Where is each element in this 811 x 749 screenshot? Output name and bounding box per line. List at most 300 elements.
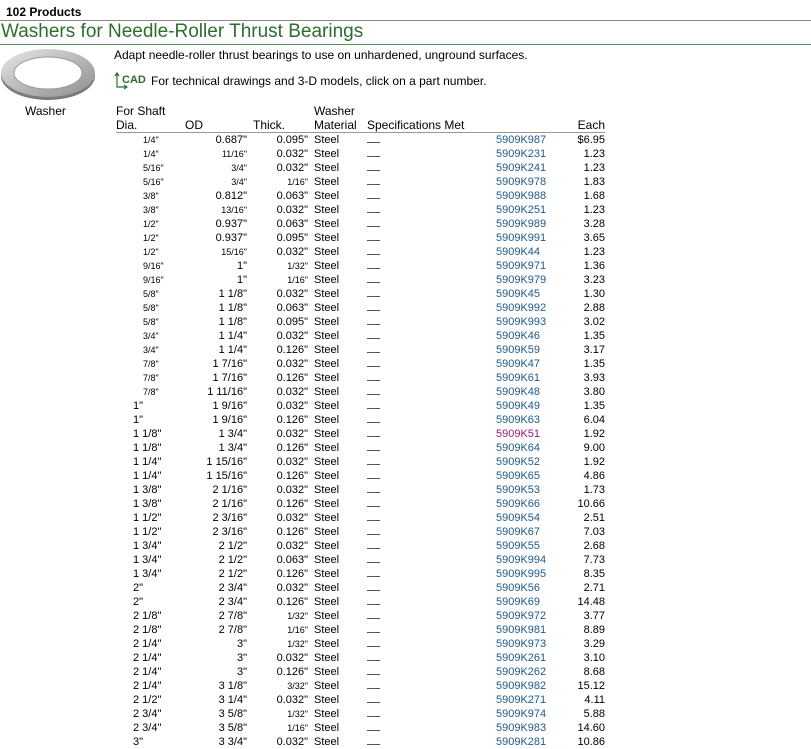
table-row bbox=[116, 637, 605, 651]
specs-empty-mark bbox=[367, 401, 380, 409]
od-cell: 15/16" bbox=[221, 247, 247, 257]
od-cell: 11/16" bbox=[221, 149, 247, 159]
shaft-dia-cell: 1 1/2" bbox=[133, 526, 162, 538]
col-header-material: Washer Material bbox=[314, 104, 367, 133]
shaft-dia-cell: 5/16" bbox=[143, 177, 164, 187]
thickness-cell: 1/32" bbox=[287, 261, 308, 271]
shaft-dia-cell: 2 1/4" bbox=[133, 652, 162, 664]
specs-empty-mark bbox=[367, 317, 380, 325]
price-cell: 14.60 bbox=[577, 722, 605, 734]
material-cell: Steel bbox=[314, 218, 340, 230]
material-cell: Steel bbox=[314, 162, 340, 174]
shaft-dia-cell: 1 3/4" bbox=[133, 540, 162, 552]
od-cell: 1" bbox=[236, 274, 247, 286]
price-cell: 1.23 bbox=[583, 162, 605, 174]
specs-empty-mark bbox=[367, 387, 380, 395]
specs-empty-mark bbox=[367, 737, 380, 745]
table-row bbox=[116, 371, 605, 385]
price-cell: 3.10 bbox=[583, 652, 605, 664]
od-cell: 1 1/8" bbox=[218, 302, 247, 314]
od-cell: 1 3/4" bbox=[218, 428, 247, 440]
shaft-dia-cell: 1 1/2" bbox=[133, 512, 162, 524]
thickness-cell: 1/16" bbox=[287, 723, 308, 733]
shaft-dia-cell: 1" bbox=[133, 414, 144, 426]
part-number-link[interactable]: 5909K48 bbox=[496, 386, 541, 398]
specs-cell bbox=[367, 301, 492, 315]
material-cell: Steel bbox=[314, 274, 340, 286]
specs-cell bbox=[367, 511, 492, 525]
material-cell: Steel bbox=[314, 372, 340, 384]
part-number-link[interactable]: 5909K44 bbox=[496, 246, 541, 258]
specs-empty-mark bbox=[367, 373, 380, 381]
part-number-link[interactable]: 5909K46 bbox=[496, 330, 541, 342]
table-header-row bbox=[116, 104, 605, 133]
price-cell: $6.95 bbox=[577, 134, 605, 146]
part-number-link[interactable]: 5909K47 bbox=[496, 358, 541, 370]
part-number-link[interactable]: 5909K251 bbox=[496, 204, 547, 216]
col-header-thick: Thick. bbox=[253, 104, 314, 133]
price-cell: 2.88 bbox=[583, 302, 605, 314]
thickness-cell: 0.032" bbox=[276, 288, 308, 300]
specs-empty-mark bbox=[367, 639, 380, 647]
table-row bbox=[116, 455, 605, 469]
od-cell: 3/4" bbox=[231, 177, 247, 187]
specs-cell bbox=[367, 693, 492, 707]
thickness-cell: 0.063" bbox=[276, 218, 308, 230]
specs-cell bbox=[367, 497, 492, 511]
part-number-link[interactable]: 5909K281 bbox=[496, 736, 547, 748]
table-row bbox=[116, 189, 605, 203]
part-number-link[interactable]: 5909K988 bbox=[496, 190, 547, 202]
specs-cell bbox=[367, 259, 492, 273]
specs-cell bbox=[367, 329, 492, 343]
price-cell: 6.04 bbox=[583, 414, 605, 426]
specs-empty-mark bbox=[367, 303, 380, 311]
shaft-dia-cell: 1/2" bbox=[143, 219, 159, 229]
material-cell: Steel bbox=[314, 540, 340, 552]
table-row bbox=[116, 175, 605, 189]
thickness-cell: 0.126" bbox=[276, 470, 308, 482]
part-number-link[interactable]: 5909K66 bbox=[496, 498, 541, 510]
table-row bbox=[116, 665, 605, 679]
specs-cell bbox=[367, 413, 492, 427]
specs-cell bbox=[367, 133, 492, 148]
part-number-link[interactable]: 5909K241 bbox=[496, 162, 547, 174]
part-number-link[interactable]: 5909K45 bbox=[496, 288, 541, 300]
shaft-dia-cell: 1 1/4" bbox=[133, 470, 162, 482]
col-header-part bbox=[492, 104, 564, 133]
od-cell: 2 7/8" bbox=[218, 610, 247, 622]
od-cell: 0.937" bbox=[215, 218, 247, 230]
thickness-cell: 0.126" bbox=[276, 498, 308, 510]
part-number-link[interactable]: 5909K52 bbox=[496, 456, 541, 468]
table-row bbox=[116, 553, 605, 567]
specs-empty-mark bbox=[367, 681, 380, 689]
table-row bbox=[116, 511, 605, 525]
shaft-dia-cell: 1 3/8" bbox=[133, 484, 162, 496]
table-row bbox=[116, 595, 605, 609]
part-number-link[interactable]: 5909K991 bbox=[496, 232, 547, 244]
price-cell: 3.02 bbox=[583, 316, 605, 328]
thickness-cell: 0.126" bbox=[276, 442, 308, 454]
specs-cell bbox=[367, 455, 492, 469]
price-cell: 4.11 bbox=[584, 694, 605, 706]
specs-cell bbox=[367, 441, 492, 455]
shaft-dia-cell: 5/8" bbox=[143, 317, 159, 327]
part-number-link[interactable]: 5909K51 bbox=[496, 428, 541, 440]
table-row bbox=[116, 385, 605, 399]
od-cell: 2 1/16" bbox=[212, 484, 247, 496]
thickness-cell: 0.095" bbox=[276, 232, 308, 244]
washer-table bbox=[116, 104, 605, 749]
od-cell: 3 1/4" bbox=[218, 694, 247, 706]
specs-cell bbox=[367, 721, 492, 735]
part-number-link[interactable]: 5909K971 bbox=[496, 260, 547, 272]
specs-cell bbox=[367, 623, 492, 637]
specs-empty-mark bbox=[367, 429, 380, 437]
specs-empty-mark bbox=[367, 485, 380, 493]
specs-empty-mark bbox=[367, 541, 380, 549]
thickness-cell: 0.032" bbox=[276, 736, 308, 748]
specs-cell bbox=[367, 147, 492, 161]
material-cell: Steel bbox=[314, 190, 340, 202]
shaft-dia-cell: 3/8" bbox=[143, 205, 159, 215]
od-cell: 3" bbox=[236, 666, 247, 678]
part-number-link[interactable]: 5909K987 bbox=[496, 134, 547, 146]
thickness-cell: 0.032" bbox=[276, 512, 308, 524]
thickness-cell: 1/16" bbox=[287, 177, 308, 187]
specs-empty-mark bbox=[367, 443, 380, 451]
thickness-cell: 0.126" bbox=[276, 596, 308, 608]
part-number-link[interactable]: 5909K64 bbox=[496, 442, 541, 454]
material-cell: Steel bbox=[314, 652, 340, 664]
part-number-link[interactable]: 5909K973 bbox=[496, 638, 547, 650]
shaft-dia-cell: 9/16" bbox=[143, 261, 164, 271]
od-cell: 2 3/16" bbox=[212, 512, 247, 524]
specs-empty-mark bbox=[367, 583, 380, 591]
part-number-link[interactable]: 5909K55 bbox=[496, 540, 541, 552]
image-caption: Washer bbox=[25, 104, 66, 118]
table-row bbox=[116, 217, 605, 231]
material-cell: Steel bbox=[314, 638, 340, 650]
cad-badge: CAD bbox=[122, 74, 146, 86]
specs-cell bbox=[367, 427, 492, 441]
od-cell: 3 5/8" bbox=[218, 722, 247, 734]
od-cell: 0.687" bbox=[215, 134, 247, 146]
table-row bbox=[116, 735, 605, 749]
shaft-dia-cell: 1 1/4" bbox=[133, 456, 162, 468]
material-cell: Steel bbox=[314, 596, 340, 608]
specs-empty-mark bbox=[367, 555, 380, 563]
part-number-link[interactable]: 5909K69 bbox=[496, 596, 541, 608]
table-row bbox=[116, 721, 605, 735]
shaft-dia-cell: 3" bbox=[133, 736, 144, 748]
table-row bbox=[116, 539, 605, 553]
specs-cell bbox=[367, 357, 492, 371]
table-row bbox=[116, 231, 605, 245]
table-row bbox=[116, 161, 605, 175]
thickness-cell: 0.126" bbox=[276, 344, 308, 356]
cad-note-text: For technical drawings and 3-D models, click on a part number. bbox=[151, 74, 487, 88]
cad-icon bbox=[114, 72, 148, 90]
shaft-dia-cell: 1 3/4" bbox=[133, 554, 162, 566]
price-cell: 7.73 bbox=[583, 554, 605, 566]
part-number-link[interactable]: 5909K271 bbox=[496, 694, 547, 706]
part-number-link[interactable]: 5909K972 bbox=[496, 610, 547, 622]
specs-empty-mark bbox=[367, 177, 380, 185]
specs-empty-mark bbox=[367, 359, 380, 367]
thickness-cell: 3/32" bbox=[287, 681, 308, 691]
material-cell: Steel bbox=[314, 456, 340, 468]
material-cell: Steel bbox=[314, 736, 340, 748]
part-number-link[interactable]: 5909K53 bbox=[496, 484, 541, 496]
thickness-cell: 0.032" bbox=[276, 148, 308, 160]
product-count: 102 Products bbox=[6, 5, 82, 19]
price-cell: 5.88 bbox=[583, 708, 605, 720]
price-cell: 7.03 bbox=[583, 526, 605, 538]
specs-cell bbox=[367, 581, 492, 595]
col-header-each: Each bbox=[564, 104, 605, 133]
od-cell: 1 11/16" bbox=[207, 386, 247, 398]
specs-empty-mark bbox=[367, 275, 380, 283]
material-cell: Steel bbox=[314, 330, 340, 342]
od-cell: 1 15/16" bbox=[206, 456, 247, 468]
shaft-dia-cell: 5/16" bbox=[143, 163, 164, 173]
price-cell: 1.73 bbox=[583, 484, 605, 496]
thickness-cell: 0.032" bbox=[276, 358, 308, 370]
material-cell: Steel bbox=[314, 470, 340, 482]
thickness-cell: 0.032" bbox=[276, 400, 308, 412]
material-cell: Steel bbox=[314, 722, 340, 734]
specs-cell bbox=[367, 609, 492, 623]
table-row bbox=[116, 679, 605, 693]
price-cell: 3.17 bbox=[583, 344, 605, 356]
material-cell: Steel bbox=[314, 666, 340, 678]
thickness-cell: 1/32" bbox=[287, 709, 308, 719]
material-cell: Steel bbox=[314, 526, 340, 538]
thickness-cell: 0.032" bbox=[276, 484, 308, 496]
specs-empty-mark bbox=[367, 247, 380, 255]
price-cell: 8.35 bbox=[583, 568, 605, 580]
material-cell: Steel bbox=[314, 680, 340, 692]
part-number-link[interactable]: 5909K63 bbox=[496, 414, 541, 426]
part-number-link[interactable]: 5909K978 bbox=[496, 176, 547, 188]
part-number-link[interactable]: 5909K65 bbox=[496, 470, 541, 482]
specs-empty-mark bbox=[367, 219, 380, 227]
material-cell: Steel bbox=[314, 428, 340, 440]
table-row bbox=[116, 497, 605, 511]
table-row bbox=[116, 413, 605, 427]
table-row bbox=[116, 427, 605, 441]
specs-cell bbox=[367, 595, 492, 609]
specs-empty-mark bbox=[367, 331, 380, 339]
price-cell: 1.35 bbox=[583, 330, 605, 342]
material-cell: Steel bbox=[314, 148, 340, 160]
shaft-dia-cell: 5/8" bbox=[143, 303, 159, 313]
material-cell: Steel bbox=[314, 302, 340, 314]
thickness-cell: 0.032" bbox=[276, 204, 308, 216]
specs-empty-mark bbox=[367, 597, 380, 605]
specs-empty-mark bbox=[367, 625, 380, 633]
od-cell: 2 3/16" bbox=[212, 526, 247, 538]
price-cell: 14.48 bbox=[577, 596, 605, 608]
price-cell: 2.51 bbox=[583, 512, 605, 524]
table-row bbox=[116, 651, 605, 665]
price-cell: 3.80 bbox=[583, 386, 605, 398]
part-number-link[interactable]: 5909K992 bbox=[496, 302, 547, 314]
shaft-dia-cell: 1 1/8" bbox=[133, 442, 162, 454]
price-cell: 4.86 bbox=[583, 470, 605, 482]
table-row bbox=[116, 147, 605, 161]
specs-cell bbox=[367, 665, 492, 679]
material-cell: Steel bbox=[314, 498, 340, 510]
od-cell: 1 1/8" bbox=[218, 316, 247, 328]
price-cell: 10.86 bbox=[577, 736, 605, 748]
table-row bbox=[116, 245, 605, 259]
od-cell: 1 9/16" bbox=[212, 400, 247, 412]
table-row bbox=[116, 315, 605, 329]
specs-cell bbox=[367, 469, 492, 483]
od-cell: 1 7/16" bbox=[212, 358, 247, 370]
material-cell: Steel bbox=[314, 582, 340, 594]
part-number-link[interactable]: 5909K261 bbox=[496, 652, 547, 664]
shaft-dia-cell: 2 1/4" bbox=[133, 680, 162, 692]
thickness-cell: 0.032" bbox=[276, 456, 308, 468]
table-row bbox=[116, 133, 605, 148]
specs-cell bbox=[367, 483, 492, 497]
table-row bbox=[116, 203, 605, 217]
shaft-dia-cell: 5/8" bbox=[143, 289, 159, 299]
od-cell: 13/16" bbox=[221, 205, 247, 215]
specs-empty-mark bbox=[367, 205, 380, 213]
specs-cell bbox=[367, 231, 492, 245]
part-number-link[interactable]: 5909K982 bbox=[496, 680, 547, 692]
table-row bbox=[116, 707, 605, 721]
shaft-dia-cell: 3/4" bbox=[143, 331, 159, 341]
table-row bbox=[116, 301, 605, 315]
od-cell: 2 1/16" bbox=[212, 498, 247, 510]
specs-empty-mark bbox=[367, 667, 380, 675]
od-cell: 1 1/4" bbox=[218, 344, 247, 356]
material-cell: Steel bbox=[314, 708, 340, 720]
thickness-cell: 0.032" bbox=[276, 330, 308, 342]
price-cell: 1.35 bbox=[583, 400, 605, 412]
material-cell: Steel bbox=[314, 134, 340, 146]
material-cell: Steel bbox=[314, 694, 340, 706]
part-number-link[interactable]: 5909K49 bbox=[496, 400, 541, 412]
od-cell: 2 3/4" bbox=[218, 596, 247, 608]
shaft-dia-cell: 1 3/4" bbox=[133, 568, 162, 580]
part-number-link[interactable]: 5909K981 bbox=[496, 624, 547, 636]
specs-empty-mark bbox=[367, 261, 380, 269]
od-cell: 2 7/8" bbox=[218, 624, 247, 636]
col-header-specs: Specifications Met bbox=[367, 104, 492, 133]
specs-cell bbox=[367, 287, 492, 301]
thickness-cell: 0.032" bbox=[276, 162, 308, 174]
specs-empty-mark bbox=[367, 709, 380, 717]
material-cell: Steel bbox=[314, 442, 340, 454]
od-cell: 2 1/2" bbox=[218, 554, 247, 566]
specs-cell bbox=[367, 385, 492, 399]
specs-empty-mark bbox=[367, 653, 380, 661]
specs-cell bbox=[367, 175, 492, 189]
price-cell: 3.93 bbox=[583, 372, 605, 384]
part-number-link[interactable]: 5909K56 bbox=[496, 582, 541, 594]
part-number-link[interactable]: 5909K983 bbox=[496, 722, 547, 734]
part-number-link[interactable]: 5909K59 bbox=[496, 344, 541, 356]
table-row bbox=[116, 609, 605, 623]
price-cell: 1.92 bbox=[583, 428, 605, 440]
thickness-cell: 0.032" bbox=[276, 386, 308, 398]
od-cell: 1 9/16" bbox=[212, 414, 247, 426]
shaft-dia-cell: 1/2" bbox=[143, 233, 159, 243]
thickness-cell: 0.095" bbox=[276, 134, 308, 146]
part-number-link[interactable]: 5909K994 bbox=[496, 554, 547, 566]
price-cell: 1.36 bbox=[583, 260, 605, 272]
shaft-dia-cell: 3/4" bbox=[143, 345, 159, 355]
od-cell: 3 1/8" bbox=[218, 680, 247, 692]
price-cell: 3.29 bbox=[583, 638, 605, 650]
part-number-link[interactable]: 5909K54 bbox=[496, 512, 541, 524]
od-cell: 2 3/4" bbox=[218, 582, 247, 594]
specs-empty-mark bbox=[367, 149, 380, 157]
specs-empty-mark bbox=[367, 527, 380, 535]
od-cell: 1 15/16" bbox=[206, 470, 247, 482]
product-description: Adapt needle-roller thrust bearings to use on unhardened, unground surfaces. bbox=[114, 48, 528, 62]
shaft-dia-cell: 7/8" bbox=[143, 387, 159, 397]
specs-empty-mark bbox=[367, 471, 380, 479]
part-number-link[interactable]: 5909K262 bbox=[496, 666, 547, 678]
specs-empty-mark bbox=[367, 345, 380, 353]
price-cell: 10.66 bbox=[577, 498, 605, 510]
od-cell: 1 1/8" bbox=[218, 288, 247, 300]
part-number-link[interactable]: 5909K67 bbox=[496, 526, 541, 538]
thickness-cell: 0.095" bbox=[276, 316, 308, 328]
od-cell: 1 7/16" bbox=[212, 372, 247, 384]
thickness-cell: 0.063" bbox=[276, 302, 308, 314]
material-cell: Steel bbox=[314, 260, 340, 272]
thickness-cell: 0.032" bbox=[276, 246, 308, 258]
thickness-cell: 0.126" bbox=[276, 568, 308, 580]
od-cell: 3/4" bbox=[231, 163, 247, 173]
specs-cell bbox=[367, 371, 492, 385]
part-number-link[interactable]: 5909K995 bbox=[496, 568, 547, 580]
material-cell: Steel bbox=[314, 176, 340, 188]
part-number-link[interactable]: 5909K989 bbox=[496, 218, 547, 230]
shaft-dia-cell: 1" bbox=[133, 400, 144, 412]
part-number-link[interactable]: 5909K979 bbox=[496, 274, 547, 286]
part-number-link[interactable]: 5909K974 bbox=[496, 708, 547, 720]
thickness-cell: 0.032" bbox=[276, 582, 308, 594]
material-cell: Steel bbox=[314, 232, 340, 244]
specs-empty-mark bbox=[367, 723, 380, 731]
shaft-dia-cell: 2 3/4" bbox=[133, 722, 162, 734]
price-cell: 1.23 bbox=[583, 246, 605, 258]
specs-cell bbox=[367, 245, 492, 259]
material-cell: Steel bbox=[314, 358, 340, 370]
thickness-cell: 0.126" bbox=[276, 414, 308, 426]
part-number-link[interactable]: 5909K231 bbox=[496, 148, 547, 160]
table-row bbox=[116, 259, 605, 273]
part-number-link[interactable]: 5909K61 bbox=[496, 372, 541, 384]
specs-cell bbox=[367, 203, 492, 217]
price-cell: 2.71 bbox=[583, 582, 605, 594]
shaft-dia-cell: 1/2" bbox=[143, 247, 159, 257]
price-cell: 3.77 bbox=[583, 610, 605, 622]
thickness-cell: 0.126" bbox=[276, 666, 308, 678]
shaft-dia-cell: 7/8" bbox=[143, 373, 159, 383]
part-number-link[interactable]: 5909K993 bbox=[496, 316, 547, 328]
